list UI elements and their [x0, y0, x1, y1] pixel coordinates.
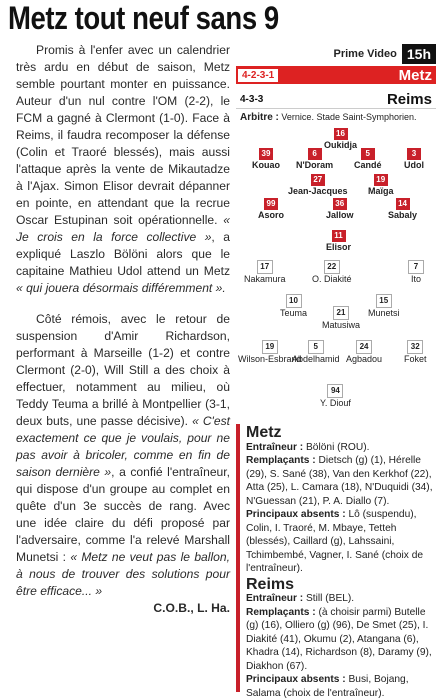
- broadcast-info: [333, 44, 436, 64]
- article-paragraph-2: Côté rémois, avec le retour de suspension d'Amir Richardson, performant à Marseille (1-2) et contre Clermont (2-0), Will Still a des choix à effectuer, notamment au milieu, où Teddy Teuma a brillé à Montpellier (3-1, deux buts, une passe décisive). « C'est exactement ce que je voulais, pour ne pas avoir à bricoler, comme en fin de saison dernière », a confié l'entraîneur, qui dispose d'un groupe au complet en quête d'un 3e succès de rang. Avec une idée claire du défi proposé par l'adversaire, comme l'a relevé Marshall Munetsi : « Metz ne veut pas le ballon, à nous de trouver des solutions pour être efficace... »: [16, 312, 231, 598]
- metz-player: 6 N'Doram: [296, 149, 334, 170]
- reims-subs: Remplaçants : (à choisir parmi) Butelle (g) (16), Olliero (g) (96), De Smet (25), I. Diakité (41), Okumu (2), Atangana (6), Khadra (14), Richardson (8), Daramy (9), Diakhon (67).: [246, 606, 432, 672]
- metz-team-name: Metz: [398, 66, 432, 84]
- metz-player: 99 Asoro: [258, 199, 285, 220]
- reims-player: 15 Munetsi: [368, 296, 400, 318]
- reims-player: 32 Foket: [404, 342, 427, 364]
- team-info: [236, 424, 436, 699]
- article-paragraph-1: Promis à l'enfer avec un calendrier très ardu en début de saison, Metz semble pourtant monter en puissance. Auteur d'un nul contre l'OM (2-2), le FCM a gagné à Clermont (1-0). Face à Reims, il faudra recomposer la défense (Colin et Traoré blessés), mais aussi l'attaque après la vente de Mikautadze à l'Ajax. Simon Elisor devrait dépanner en pointe, en attendant que la recrue Oscar Estupinan soit opérationnelle. « Je crois en la force collective », a expliqué Laszlo Bölöni alors que le capitaine Mathieu Udol attend un Metz « qui jouera désormais différemment ».: [16, 43, 230, 295]
- reims-player: 17 Nakamura: [244, 262, 286, 284]
- match-panel: [236, 44, 436, 699]
- article-body: [16, 42, 230, 692]
- reims-player: 21 Matusiwa: [322, 308, 361, 330]
- kickoff-time: 15h: [402, 44, 436, 64]
- tv-channel: Prime Video: [333, 48, 397, 60]
- referee-line: Arbitre : Vernice. Stade Saint-Symphorien.: [240, 112, 417, 123]
- reims-team-name: Reims: [386, 90, 432, 108]
- reims-player: 10 Teuma: [280, 296, 308, 318]
- reims-player: 7 Ito: [408, 260, 424, 284]
- metz-player: 36 Jallow: [326, 199, 354, 220]
- quote: « Metz ne veut pas le ballon, à nous de trouver des solutions pour être efficace... »: [16, 550, 230, 598]
- reims-absents: Principaux absents : Busi, Bojang, Salama (choix de l'entraîneur).: [246, 674, 409, 699]
- reims-header: [236, 90, 436, 109]
- metz-player: 19 Maïga: [368, 175, 394, 196]
- quote: « C'est exactement ce que je voulais, pour ne pas avoir à bricoler, comme en fin de saison dernière »: [16, 414, 230, 479]
- reims-player: 5 Abdelhamid: [292, 342, 340, 364]
- reims-section-title: Reims: [246, 575, 295, 593]
- metz-header: [236, 66, 436, 84]
- reims-player: 94 Y. Diouf: [320, 386, 351, 408]
- metz-coach: Entraîneur : Bölöni (ROU).: [246, 441, 370, 453]
- metz-player: 5 Candé: [354, 149, 382, 170]
- lineup-pitch: [236, 126, 436, 422]
- metz-player: 11 Elisor: [326, 231, 352, 252]
- metz-formation: 4-2-3-1: [238, 69, 278, 82]
- quote: « Je crois en la force collective »: [16, 213, 230, 244]
- metz-player: 14 Sabaly: [388, 199, 418, 220]
- metz-player: 27 Jean-Jacques: [288, 175, 348, 196]
- reims-player: 24 Agbadou: [346, 342, 383, 364]
- reims-player: 19 Wilson-Esbrand: [238, 342, 302, 364]
- metz-player: 16 Oukidja: [324, 129, 358, 150]
- metz-subs: Remplaçants : Dietsch (g) (1), Hérelle (29), S. Sané (38), Van den Kerkhof (22), Atta (25), L. Camara (18), N'Duquidi (34), N'Guessan (21), P. A. Diallo (7).: [246, 455, 433, 507]
- signature: C.O.B., L. Ha.: [153, 601, 230, 615]
- metz-player: 39 Kouao: [252, 149, 280, 170]
- metz-player: 3 Udol: [404, 149, 424, 170]
- quote: « qui jouera désormais différemment ».: [16, 281, 226, 295]
- metz-section-title: Metz: [246, 424, 282, 441]
- reims-player: 22 O. Diakité: [312, 262, 352, 284]
- reims-formation: 4-3-3: [240, 93, 264, 105]
- headline: Metz tout neuf sans 9: [8, 0, 279, 36]
- metz-absents: Principaux absents : Lô (suspendu), Colin, I. Traoré, M. Mbaye, Tetteh (blessés), Caillard (g), Lahssaini, Tchimbembé, Vagner, I. Sané (choix de l'entraîneur).: [246, 509, 424, 574]
- reims-coach: Entraîneur : Still (BEL).: [246, 593, 355, 604]
